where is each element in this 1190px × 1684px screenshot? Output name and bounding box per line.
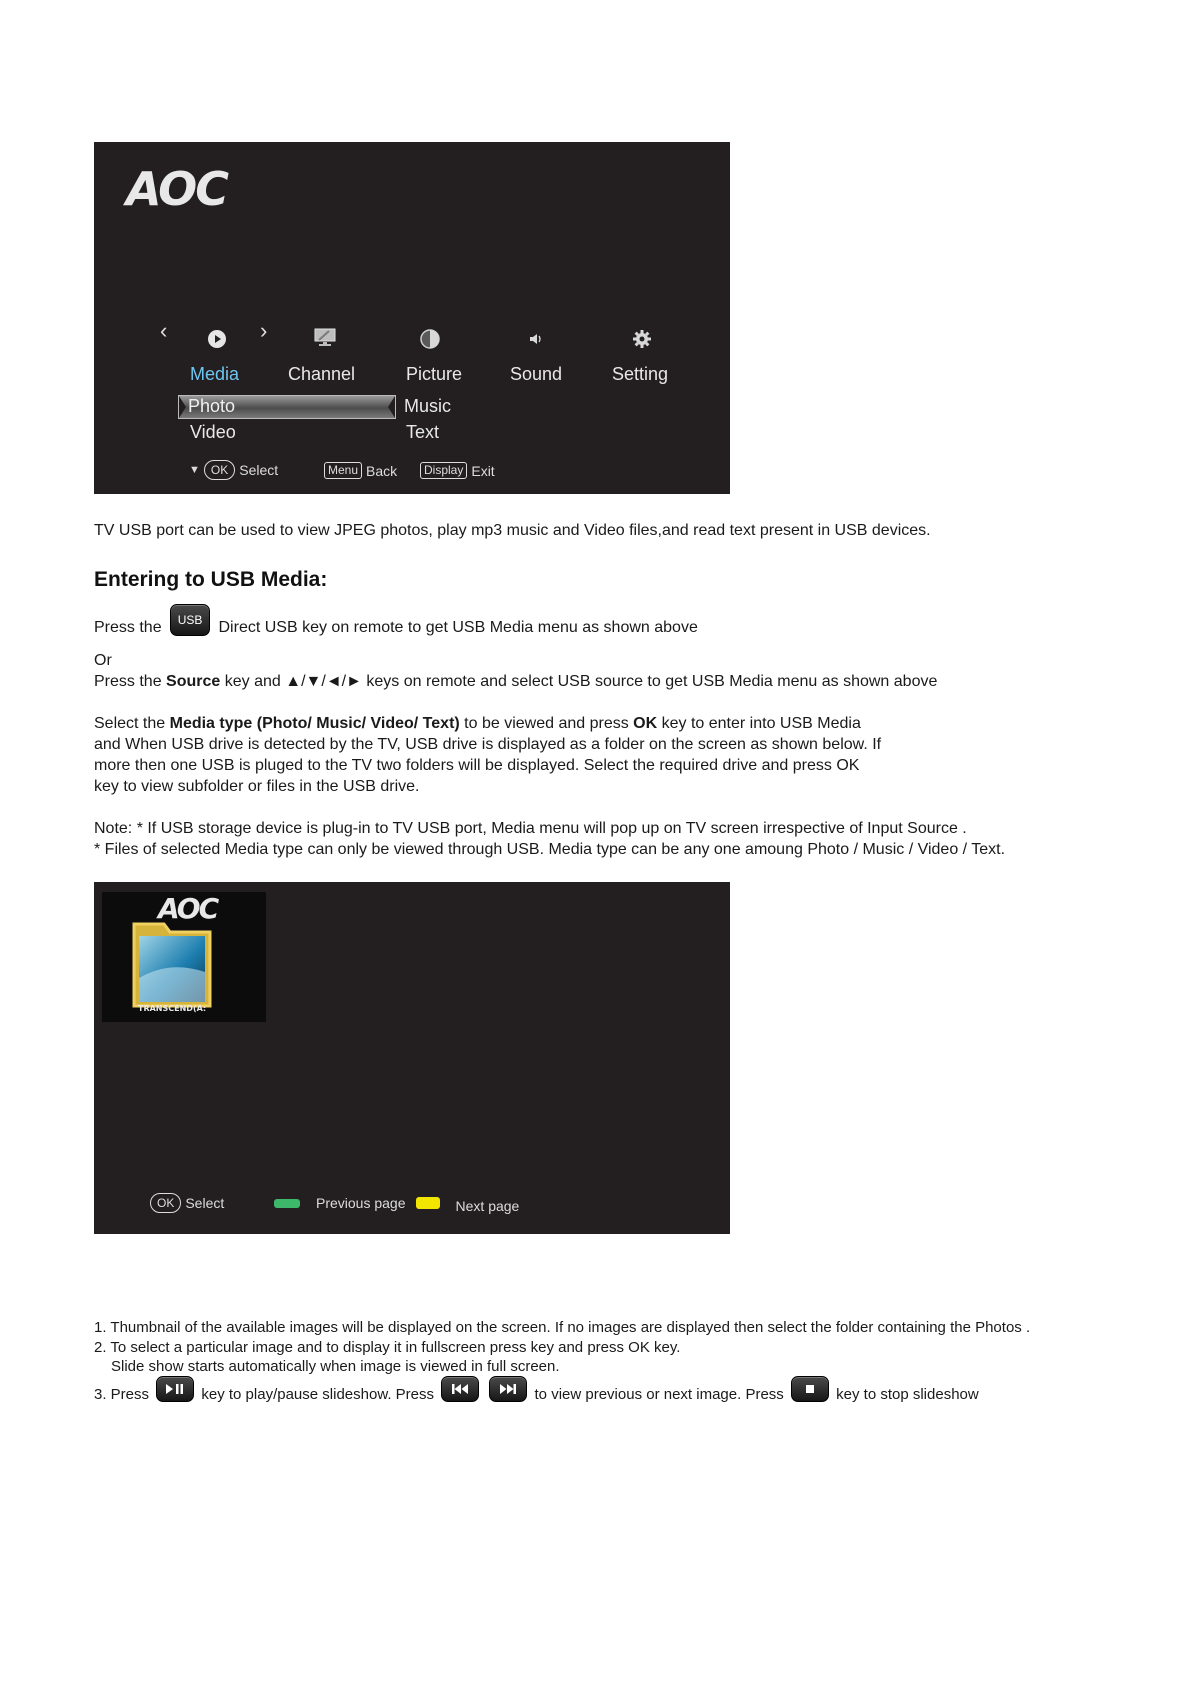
step-3: [94, 1376, 1154, 1402]
ok-bold: OK: [633, 715, 658, 732]
note-line-2: * Files of selected Media type can only be viewed through USB. Media type can be any one amoung Photo / Music / Video / Text.: [94, 841, 1006, 858]
usb-key-line: [94, 612, 1094, 644]
menu-media[interactable]: Media: [190, 364, 240, 384]
source-bold: Source: [166, 673, 221, 690]
folder-label: TRANSCEND(A:: [138, 1004, 207, 1013]
intro-text: TV USB port can be used to view JPEG photos, play mp3 music and Video files,and read text present in USB devices.: [94, 522, 931, 539]
next-track-icon: [489, 1376, 527, 1402]
previous-track-icon: [441, 1376, 479, 1402]
press-the2-text: Press the: [94, 673, 162, 690]
select-p2: to be viewed and press: [464, 715, 629, 732]
direct-usb-text: Direct USB key on remote to get USB Media menu as shown above: [218, 619, 698, 637]
folder-thumbnail[interactable]: [102, 892, 266, 1022]
step-2: 2. To select a particular image and to display it in fullscreen press key and press OK key.: [94, 1339, 681, 1356]
display-key-badge: Display: [420, 462, 467, 479]
notes: [94, 818, 1154, 860]
hint-exit-label: Exit: [471, 462, 495, 479]
speaker-icon: [527, 330, 545, 348]
menu-picture[interactable]: Picture: [406, 364, 463, 384]
select-line-4: key to view subfolder or files in the USB drive.: [94, 778, 420, 795]
next-page-label: Next page: [455, 1198, 520, 1214]
aoc-logo-small: AOC: [158, 892, 218, 925]
press-the-text: Press the: [94, 619, 162, 637]
submenu-video[interactable]: Video: [190, 422, 236, 442]
menu-setting[interactable]: Setting: [612, 364, 669, 384]
submenu-text[interactable]: Text: [406, 422, 440, 442]
source-key-line: [94, 671, 1104, 692]
menu-channel[interactable]: Channel: [288, 364, 356, 384]
note-line-1: Note: * If USB storage device is plug-in to TV USB port, Media menu will pop up on TV screen irrespective of Input Source .: [94, 820, 967, 837]
section-heading: Entering to USB Media:: [94, 568, 328, 591]
hint-back-label: Back: [366, 462, 398, 479]
chevron-right-icon: ›: [260, 318, 268, 343]
hint-select-2-label: Select: [185, 1195, 225, 1211]
monitor-icon: [312, 326, 338, 348]
select-line-1: [94, 713, 1104, 734]
step-2b: Slide show starts automatically when image is viewed in full screen.: [111, 1358, 560, 1375]
or-text: Or: [94, 652, 112, 669]
play-circle-icon: [206, 328, 228, 350]
keys-rest-text: keys on remote and select USB source to get USB Media menu as shown above: [366, 673, 938, 690]
select-paragraph: [94, 713, 1104, 797]
aoc-logo: AOC: [126, 162, 228, 216]
hint-previous-page: [274, 1195, 520, 1214]
menu-sound[interactable]: Sound: [510, 364, 563, 384]
menu-key-badge: Menu: [324, 462, 362, 479]
hint-select-label: Select: [239, 462, 279, 478]
half-circle-icon: [419, 328, 441, 350]
submenu-photo[interactable]: Photo: [188, 396, 236, 416]
hint-select-2: [150, 1193, 224, 1213]
previous-page-label: Previous page: [316, 1195, 406, 1211]
step-3-stop-text: key to stop slideshow: [836, 1385, 979, 1403]
media-type-bold: Media type (Photo/ Music/ Video/ Text): [169, 715, 460, 732]
chevron-left-icon: ‹: [160, 318, 168, 343]
usb-key-icon: USB: [170, 604, 210, 636]
green-button-icon: [274, 1199, 300, 1208]
tv-menu-screenshot: [94, 142, 730, 494]
yellow-button-icon: [416, 1197, 440, 1209]
usb-browser-screenshot: [94, 882, 730, 1234]
step-3-play-text: key to play/pause slideshow. Press: [201, 1385, 434, 1403]
hint-exit: [420, 462, 495, 479]
folder-icon: [130, 920, 214, 1010]
step-3-nav-text: to view previous or next image. Press: [534, 1385, 784, 1403]
select-p3: key to enter into USB Media: [661, 715, 861, 732]
stop-icon: [791, 1376, 829, 1402]
arrow-keys-text: ▲/▼/◄/►: [285, 673, 362, 690]
select-p1: Select the: [94, 715, 166, 732]
hint-back: [324, 462, 397, 479]
play-pause-icon: [156, 1376, 194, 1402]
key-and-text: key and: [224, 673, 281, 690]
ok-key-badge: OK: [204, 460, 235, 480]
ok-key-badge-2: OK: [150, 1193, 181, 1213]
select-line-3: more then one USB is pluged to the TV two folders will be displayed. Select the required drive and press OK: [94, 757, 860, 774]
triangle-down-icon: ▼: [189, 464, 200, 476]
step-3-press: 3. Press: [94, 1385, 150, 1403]
submenu-music[interactable]: Music: [404, 396, 452, 416]
select-line-2: and When USB drive is detected by the TV, USB drive is displayed as a folder on the screen as shown below. If: [94, 736, 882, 753]
hint-select: [189, 460, 278, 480]
step-1: 1. Thumbnail of the available images will be displayed on the screen. If no images are displayed then select the folder containing the Photos .: [94, 1319, 1031, 1336]
gear-icon: [631, 328, 653, 350]
